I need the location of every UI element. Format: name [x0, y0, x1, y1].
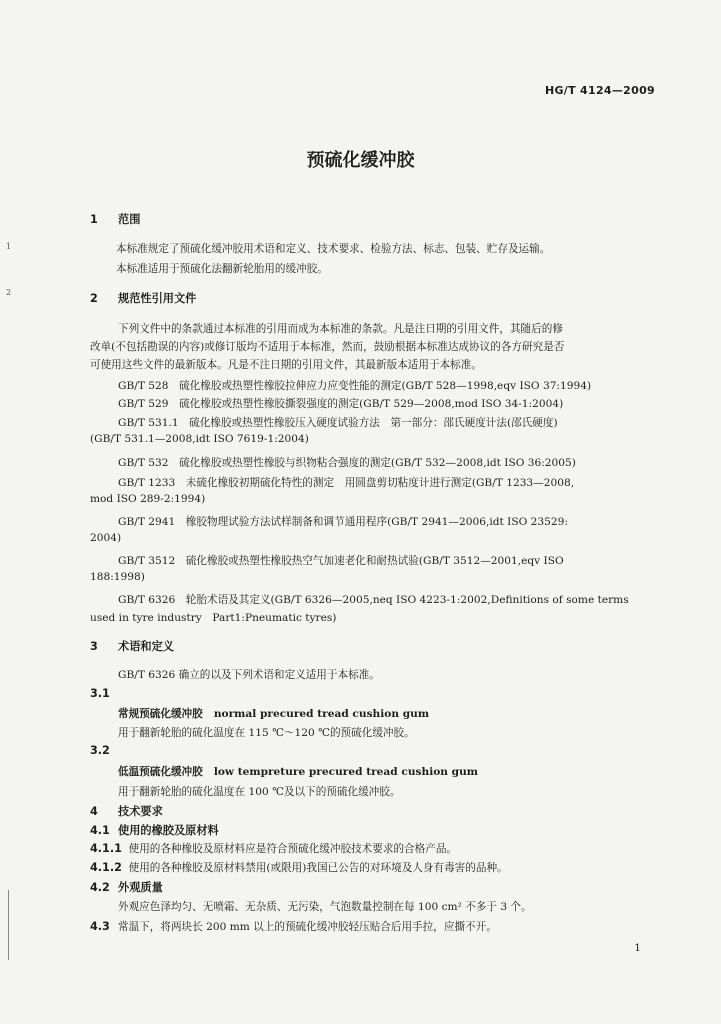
- section-2-heading: [90, 290, 196, 306]
- term-definition: 用于翻新轮胎的硫化温度在 100 ℃及以下的预硫化缓冲胶。: [118, 786, 401, 798]
- reference-line: GB/T 531.1 硫化橡胶或热塑性橡胶压入硬度试验方法 第一部分：邵氏硬度计法(邵氏硬度): [118, 417, 558, 429]
- clause-number: 4.3: [90, 920, 110, 933]
- term-english: low tempreture precured tread cushion gum: [213, 766, 478, 778]
- subsection-title: 外观质量: [118, 881, 163, 894]
- reference-line: GB/T 529 硫化橡胶或热塑性橡胶撕裂强度的测定(GB/T 529—2008,mod ISO 34-1:2004): [118, 398, 564, 410]
- paragraph: 本标准规定了预硫化缓冲胶用术语和定义、技术要求、检验方法、标志、包装、贮存及运输。: [116, 243, 551, 255]
- section-title: 术语和定义: [118, 640, 174, 653]
- section-3-heading: [90, 638, 174, 654]
- clause-text: 使用的各种橡胶及原材料禁用(或限用)我国已公告的对环境及人身有毒害的品种。: [128, 862, 508, 874]
- clause-number: 4.1.2: [90, 861, 122, 874]
- section-title: 技术要求: [118, 805, 163, 818]
- paragraph: 本标准适用于预硫化法翻新轮胎用的缓冲胶。: [116, 263, 328, 275]
- reference-line: 188:1998): [90, 571, 145, 583]
- term-heading: [118, 706, 429, 721]
- reference-line: GB/T 528 硫化橡胶或热塑性橡胶拉伸应力应变性能的测定(GB/T 528—1998,eqv ISO 37:1994): [118, 380, 592, 392]
- clause-4-3: [90, 919, 497, 934]
- section-number: 3: [90, 640, 98, 653]
- term-chinese: 常规预硫化缓冲胶: [118, 708, 203, 720]
- reference-line: 2004): [90, 532, 122, 544]
- section-number: 2: [90, 292, 98, 305]
- paragraph-line: 可使用这些文件的最新版本。凡是不注日期的引用文件，其最新版本适用于本标准。: [90, 359, 482, 371]
- margin-mark: 1: [6, 242, 12, 251]
- page-number: 1: [634, 942, 641, 954]
- reference-line: GB/T 532 硫化橡胶或热塑性橡胶与织物粘合强度的测定(GB/T 532—2008,idt ISO 36:2005): [118, 457, 576, 469]
- standard-code: HG/T 4124—2009: [544, 84, 655, 97]
- term-chinese: 低温预硫化缓冲胶: [118, 766, 203, 778]
- reference-line: used in tyre industry Part1:Pneumatic tyres): [90, 612, 337, 624]
- clause-text: 使用的各种橡胶及原材料应是符合预硫化缓冲胶技术要求的合格产品。: [128, 843, 458, 855]
- clause-4-1-2: [90, 860, 508, 875]
- term-english: normal precured tread cushion gum: [213, 708, 430, 720]
- term-number: 3.2: [90, 744, 110, 757]
- paragraph-line: 改单(不包括勘误的内容)或修订版均不适用于本标准，然而，鼓励根据本标准达成协议的各方研究是否: [90, 341, 565, 353]
- subsection-number: 4.2: [90, 881, 110, 894]
- term-heading: [118, 764, 478, 779]
- paragraph: 外观应色泽均匀、无喷霜、无杂质、无污染，气泡数量控制在每 100 cm² 不多于 3 个。: [118, 901, 532, 913]
- subsection-title: 使用的橡胶及原材料: [118, 824, 219, 837]
- section-number: 4: [90, 805, 98, 818]
- reference-line: GB/T 3512 硫化橡胶或热塑性橡胶热空气加速老化和耐热试验(GB/T 3512—2001,eqv ISO: [118, 555, 564, 567]
- margin-mark: 2: [6, 288, 12, 297]
- reference-line: GB/T 2941 橡胶物理试验方法试样制备和调节通用程序(GB/T 2941—2006,idt ISO 23529:: [118, 516, 568, 528]
- term-number: 3.1: [90, 687, 110, 700]
- section-4-heading: [90, 803, 163, 819]
- scan-edge-line: [8, 890, 9, 960]
- reference-line: GB/T 6326 轮胎术语及其定义(GB/T 6326—2005,neq ISO 4223-1:2002,Definitions of some terms: [118, 594, 629, 606]
- section-title: 范围: [118, 213, 141, 226]
- reference-line: (GB/T 531.1—2008,idt ISO 7619-1:2004): [90, 433, 309, 445]
- document-title: 预硫化缓冲胶: [306, 150, 415, 171]
- paragraph-line: 下列文件中的条款通过本标准的引用而成为本标准的条款。凡是注日期的引用文件，其随后的修: [118, 323, 563, 335]
- subsection-number: 4.1: [90, 824, 110, 837]
- clause-4-1-1: [90, 841, 457, 856]
- reference-line: mod ISO 289-2:1994): [90, 493, 206, 505]
- subsection-4-1-heading: [90, 822, 219, 838]
- subsection-4-2-heading: [90, 879, 163, 895]
- clause-text: 常温下，将两块长 200 mm 以上的预硫化缓冲胶轻压贴合后用手拉，应撕不开。: [118, 921, 497, 933]
- section-title: 规范性引用文件: [118, 292, 197, 305]
- section-1-heading: [90, 211, 140, 227]
- paragraph: GB/T 6326 确立的以及下列术语和定义适用于本标准。: [118, 669, 380, 681]
- reference-line: GB/T 1233 未硫化橡胶初期硫化特性的测定 用圆盘剪切粘度计进行测定(GB/T 1233—2008,: [118, 477, 575, 489]
- section-number: 1: [90, 213, 98, 226]
- term-definition: 用于翻新轮胎的硫化温度在 115 ℃～120 ℃的预硫化缓冲胶。: [118, 727, 415, 739]
- clause-number: 4.1.1: [90, 842, 122, 855]
